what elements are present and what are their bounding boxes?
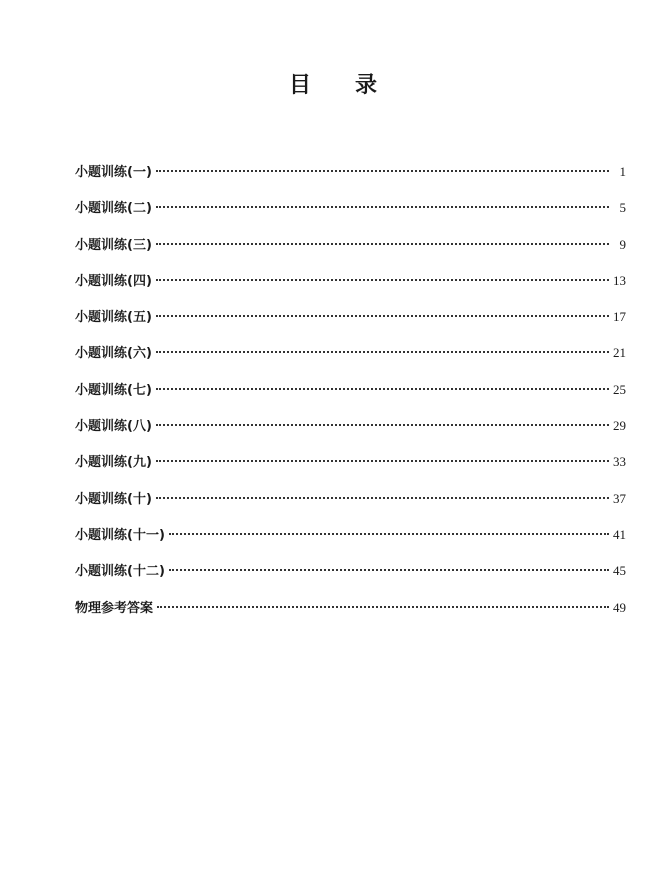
toc-entry[interactable] (75, 524, 626, 560)
dot-leader (156, 424, 609, 426)
toc-entry[interactable] (75, 234, 626, 270)
toc-entry-page: 45 (613, 563, 626, 579)
toc-entry-label: 小题训练(五) (75, 310, 152, 326)
toc-entry-page: 25 (613, 381, 626, 397)
dot-leader (156, 243, 609, 245)
toc-entry-label: 小题训练(三) (75, 237, 152, 253)
toc-entry-page: 13 (613, 272, 626, 288)
toc-entry-label: 小题训练(十二) (75, 564, 165, 580)
toc-entry-page: 5 (619, 200, 626, 216)
toc-entry[interactable] (75, 197, 626, 233)
toc-entry[interactable] (75, 306, 626, 342)
toc-entry-page: 37 (613, 490, 626, 506)
dot-leader (156, 460, 609, 462)
toc-entry-label: 小题训练(十一) (75, 527, 165, 543)
toc-entry-page: 29 (613, 418, 626, 434)
dot-leader (156, 206, 609, 208)
toc-entry-label: 物理参考答案 (75, 600, 154, 616)
dot-leader (156, 497, 609, 499)
toc-entry-label: 小题训练(九) (75, 455, 152, 471)
toc-entry-page: 33 (613, 454, 626, 470)
toc-entry-page: 9 (619, 236, 626, 252)
toc-entry[interactable] (75, 451, 626, 487)
toc-entry-label: 小题训练(十) (75, 491, 152, 507)
dot-leader (169, 533, 609, 535)
title-char-1: 目 (288, 73, 311, 98)
dot-leader (156, 279, 609, 281)
toc-entry-label: 小题训练(六) (75, 346, 152, 362)
toc-entry-page: 41 (613, 526, 626, 542)
toc-entry[interactable] (75, 560, 626, 596)
toc-entry[interactable] (75, 415, 626, 451)
toc-entry-page: 49 (613, 599, 626, 615)
toc-entry-label: 小题训练(一) (75, 165, 152, 180)
toc-entry-label: 小题训练(七) (75, 382, 152, 398)
toc-entry[interactable] (75, 597, 626, 633)
dot-leader (156, 351, 609, 353)
toc-entry[interactable] (75, 342, 626, 378)
dot-leader (156, 388, 609, 390)
page-title (0, 68, 666, 99)
dot-leader (156, 315, 609, 317)
toc-entry-page: 17 (613, 309, 626, 325)
dot-leader (157, 606, 609, 608)
toc-entry-label: 小题训练(二) (75, 201, 152, 217)
toc-entry[interactable] (75, 488, 626, 524)
toc-entry[interactable] (75, 270, 626, 306)
toc-entry-page: 1 (619, 164, 626, 179)
table-of-contents (75, 161, 626, 633)
toc-entry[interactable] (75, 161, 626, 197)
toc-entry-label: 小题训练(八) (75, 419, 152, 435)
dot-leader (156, 170, 609, 172)
toc-entry-label: 小题训练(四) (75, 273, 152, 289)
title-char-2: 录 (355, 73, 378, 98)
toc-entry-page: 21 (613, 345, 626, 361)
toc-entry[interactable] (75, 379, 626, 415)
dot-leader (169, 569, 609, 571)
